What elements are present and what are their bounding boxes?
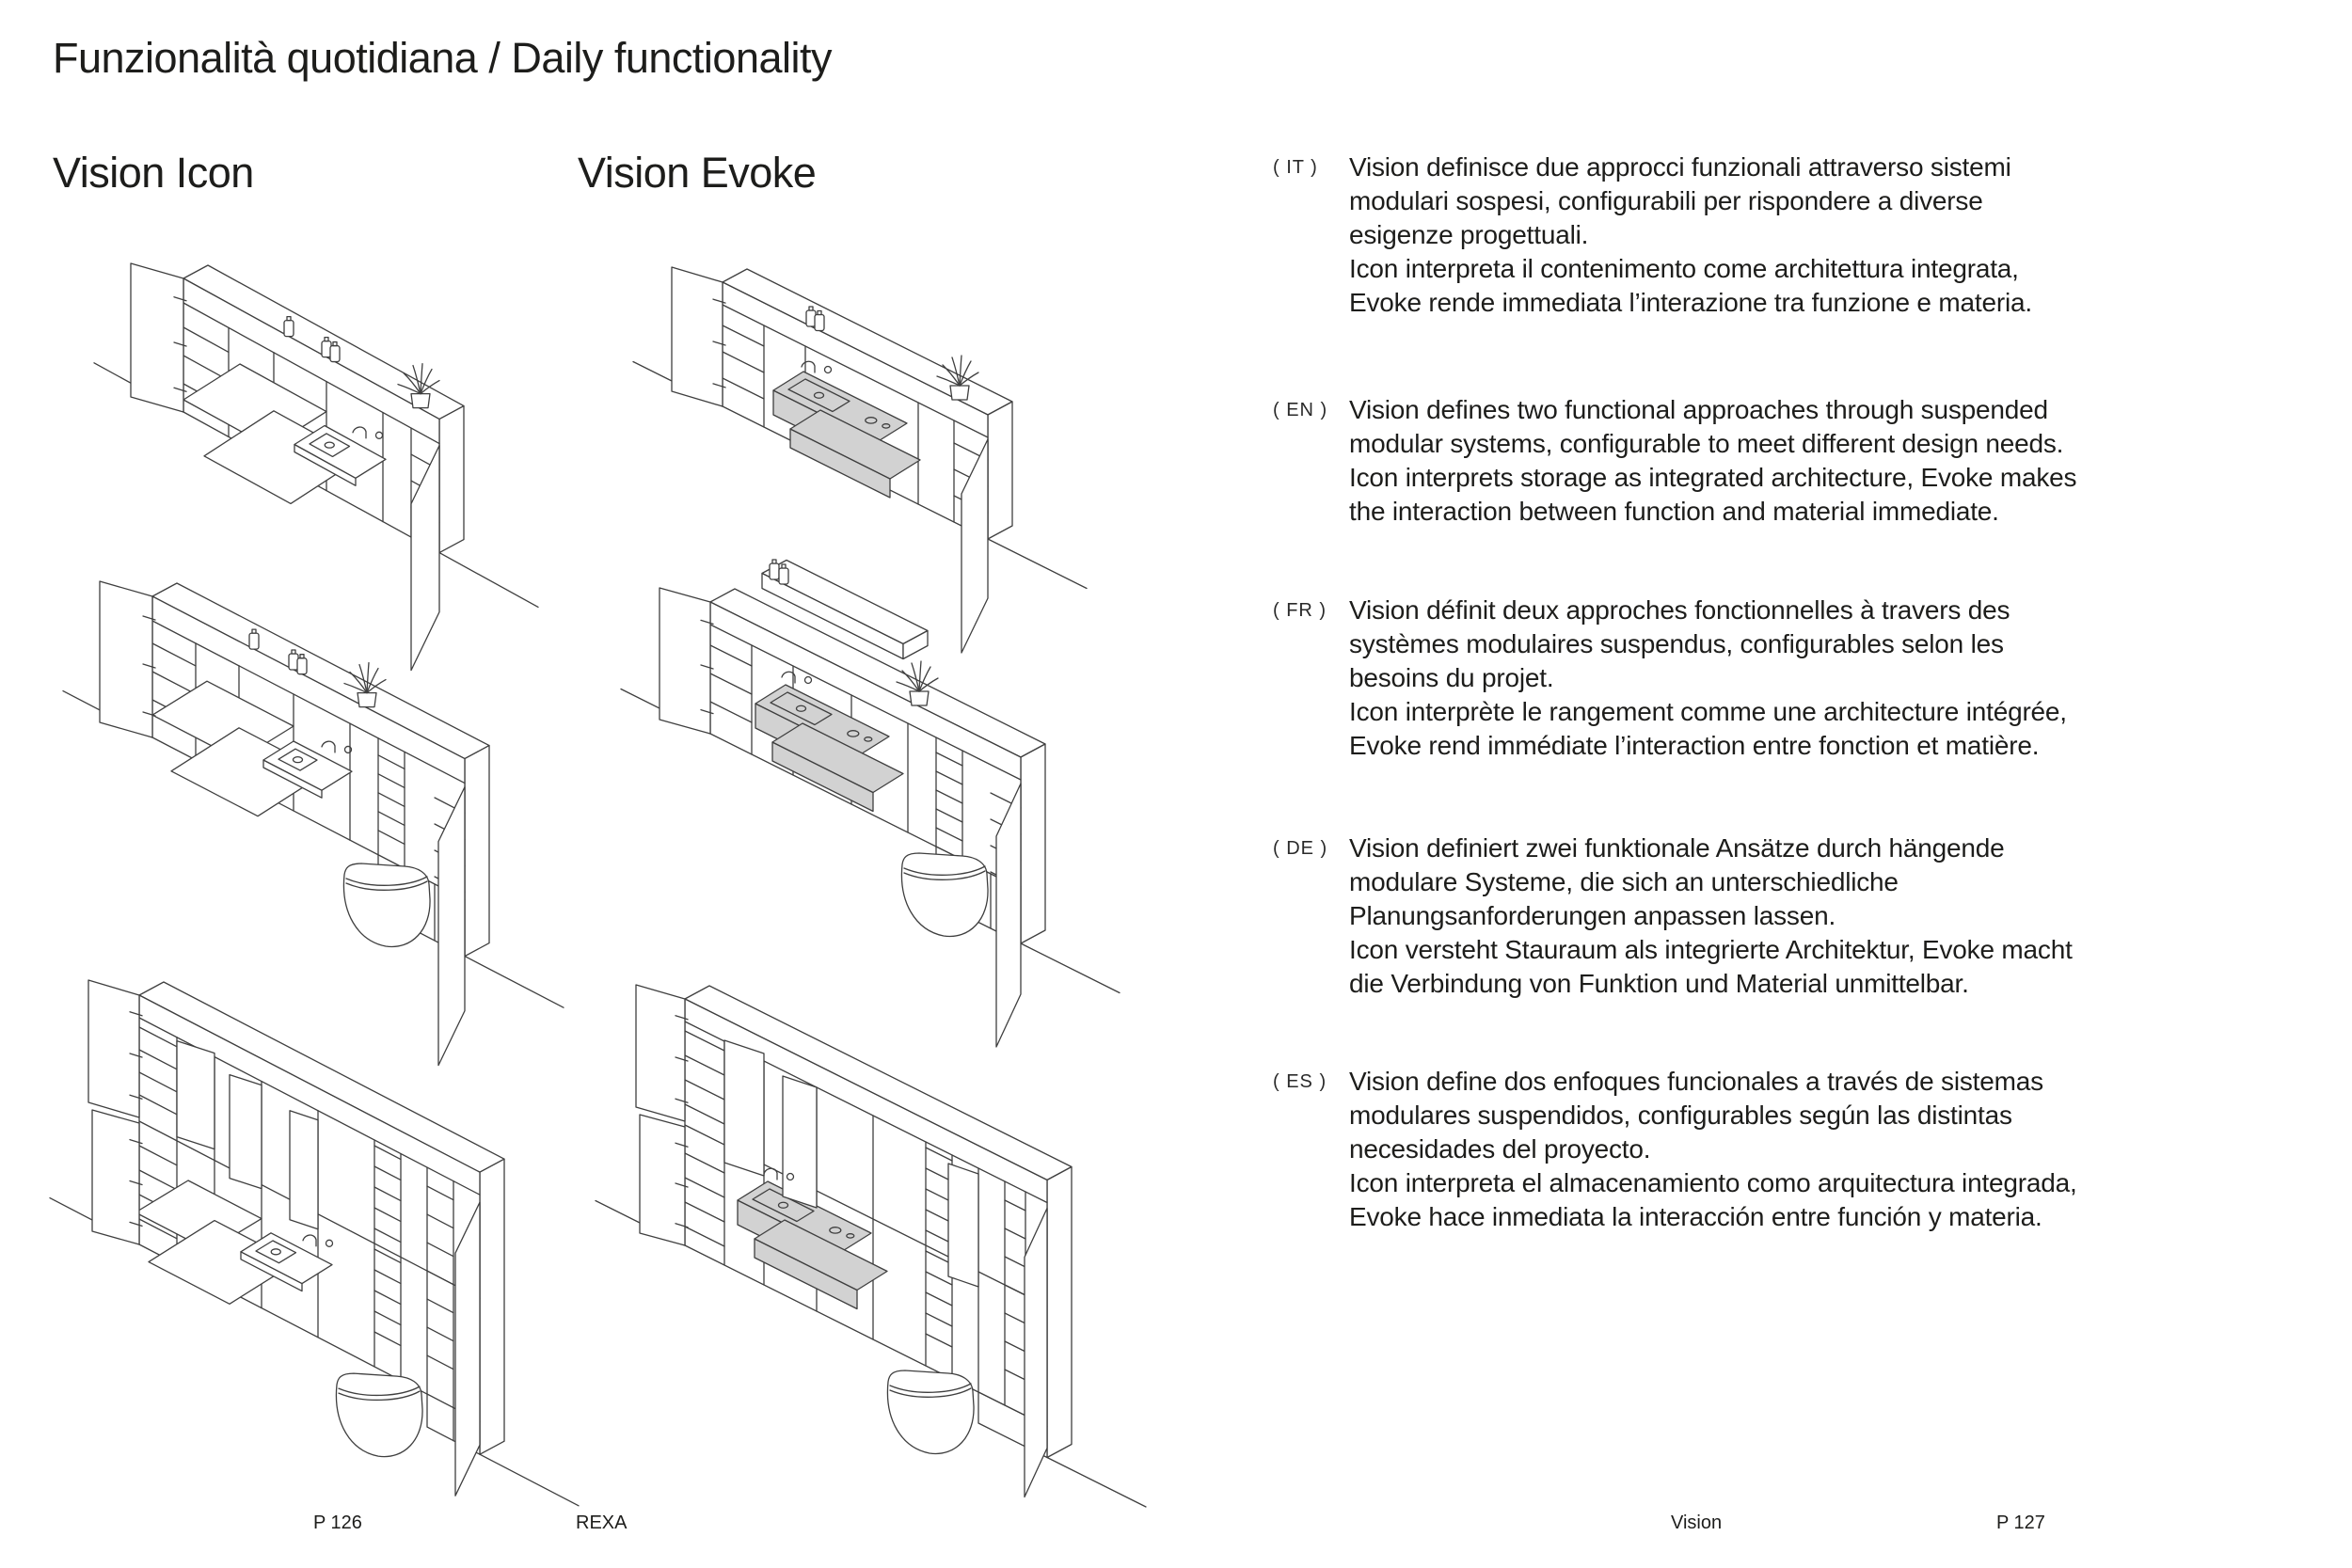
column-heading-vision-evoke: Vision Evoke (578, 149, 817, 197)
text-line: Icon interpreta il contenimento come architettura integrata, (1349, 254, 2019, 283)
language-text (1349, 1065, 2077, 1234)
text-line: modulare Systeme, die sich an unterschiedliche (1349, 867, 1899, 896)
text-line: systèmes modulaires suspendus, configurables selon les (1349, 629, 2004, 658)
footer-series-name: Vision (1671, 1513, 1723, 1533)
text-line: Vision defines two functional approaches through suspended (1349, 395, 2048, 424)
text-line: modulari sospesi, configurabili per rispondere a diverse (1349, 186, 1983, 215)
language-block-es (1273, 1065, 2077, 1234)
language-code: ( ES ) (1273, 1071, 1327, 1092)
footer-brand: REXA (576, 1513, 628, 1533)
language-code: ( IT ) (1273, 157, 1318, 178)
language-block-fr (1273, 594, 2067, 763)
footer-page-number-right: P 127 (1996, 1513, 2045, 1533)
text-line: modular systems, configurable to meet different design needs. (1349, 429, 2064, 458)
text-line: Vision definisce due approcci funzionali attraverso sistemi (1349, 152, 2011, 182)
language-code: ( FR ) (1273, 600, 1327, 621)
language-code: ( EN ) (1273, 400, 1328, 420)
text-line: Vision define dos enfoques funcionales a través de sistemas (1349, 1067, 2043, 1096)
language-block-de (1273, 832, 2073, 1001)
page-title: Funzionalità quotidiana / Daily functionality (53, 34, 832, 82)
text-line: Vision définit deux approches fonctionnelles à travers des (1349, 595, 2010, 625)
drawing-vision-icon-3 (50, 980, 579, 1506)
text-line: Icon versteht Stauraum als integrierte Architektur, Evoke macht (1349, 935, 2073, 964)
text-line: Evoke rende immediata l’interazione tra funzione e materia. (1349, 288, 2032, 317)
language-text (1349, 150, 2032, 320)
drawing-vision-evoke-2 (621, 560, 1120, 1047)
column-heading-vision-icon: Vision Icon (53, 149, 254, 197)
text-line: besoins du projet. (1349, 663, 1554, 692)
drawing-vision-evoke-1 (633, 267, 1087, 653)
language-text (1349, 594, 2067, 763)
text-line: Evoke hace inmediata la interacción entre función y materia. (1349, 1202, 2042, 1231)
text-line: Icon interprète le rangement comme une architecture intégrée, (1349, 697, 2067, 726)
text-line: modulares suspendidos, configurables según las distintas (1349, 1101, 2012, 1130)
text-line: Planungsanforderungen anpassen lassen. (1349, 901, 1836, 930)
drawing-vision-icon-2 (63, 581, 564, 1066)
language-block-en (1273, 393, 2076, 529)
text-line: the interaction between function and material immediate. (1349, 497, 1999, 526)
text-line: Icon interpreta el almacenamiento como arquitectura integrada, (1349, 1168, 2077, 1197)
language-text (1349, 393, 2076, 529)
language-text (1349, 832, 2073, 1001)
text-line: necesidades del proyecto. (1349, 1134, 1651, 1164)
language-block-it (1273, 150, 2032, 320)
text-line: Icon interprets storage as integrated architecture, Evoke makes (1349, 463, 2077, 492)
footer-page-number-left: P 126 (313, 1513, 362, 1533)
text-line: Evoke rend immédiate l’interaction entre fonction et matière. (1349, 731, 2040, 760)
text-line: Vision definiert zwei funktionale Ansätze durch hängende (1349, 833, 2005, 863)
language-code: ( DE ) (1273, 838, 1328, 859)
text-line: esigenze progettuali. (1349, 220, 1589, 249)
drawing-vision-evoke-3 (596, 985, 1146, 1507)
text-line: die Verbindung von Funktion und Material unmittelbar. (1349, 969, 1969, 998)
